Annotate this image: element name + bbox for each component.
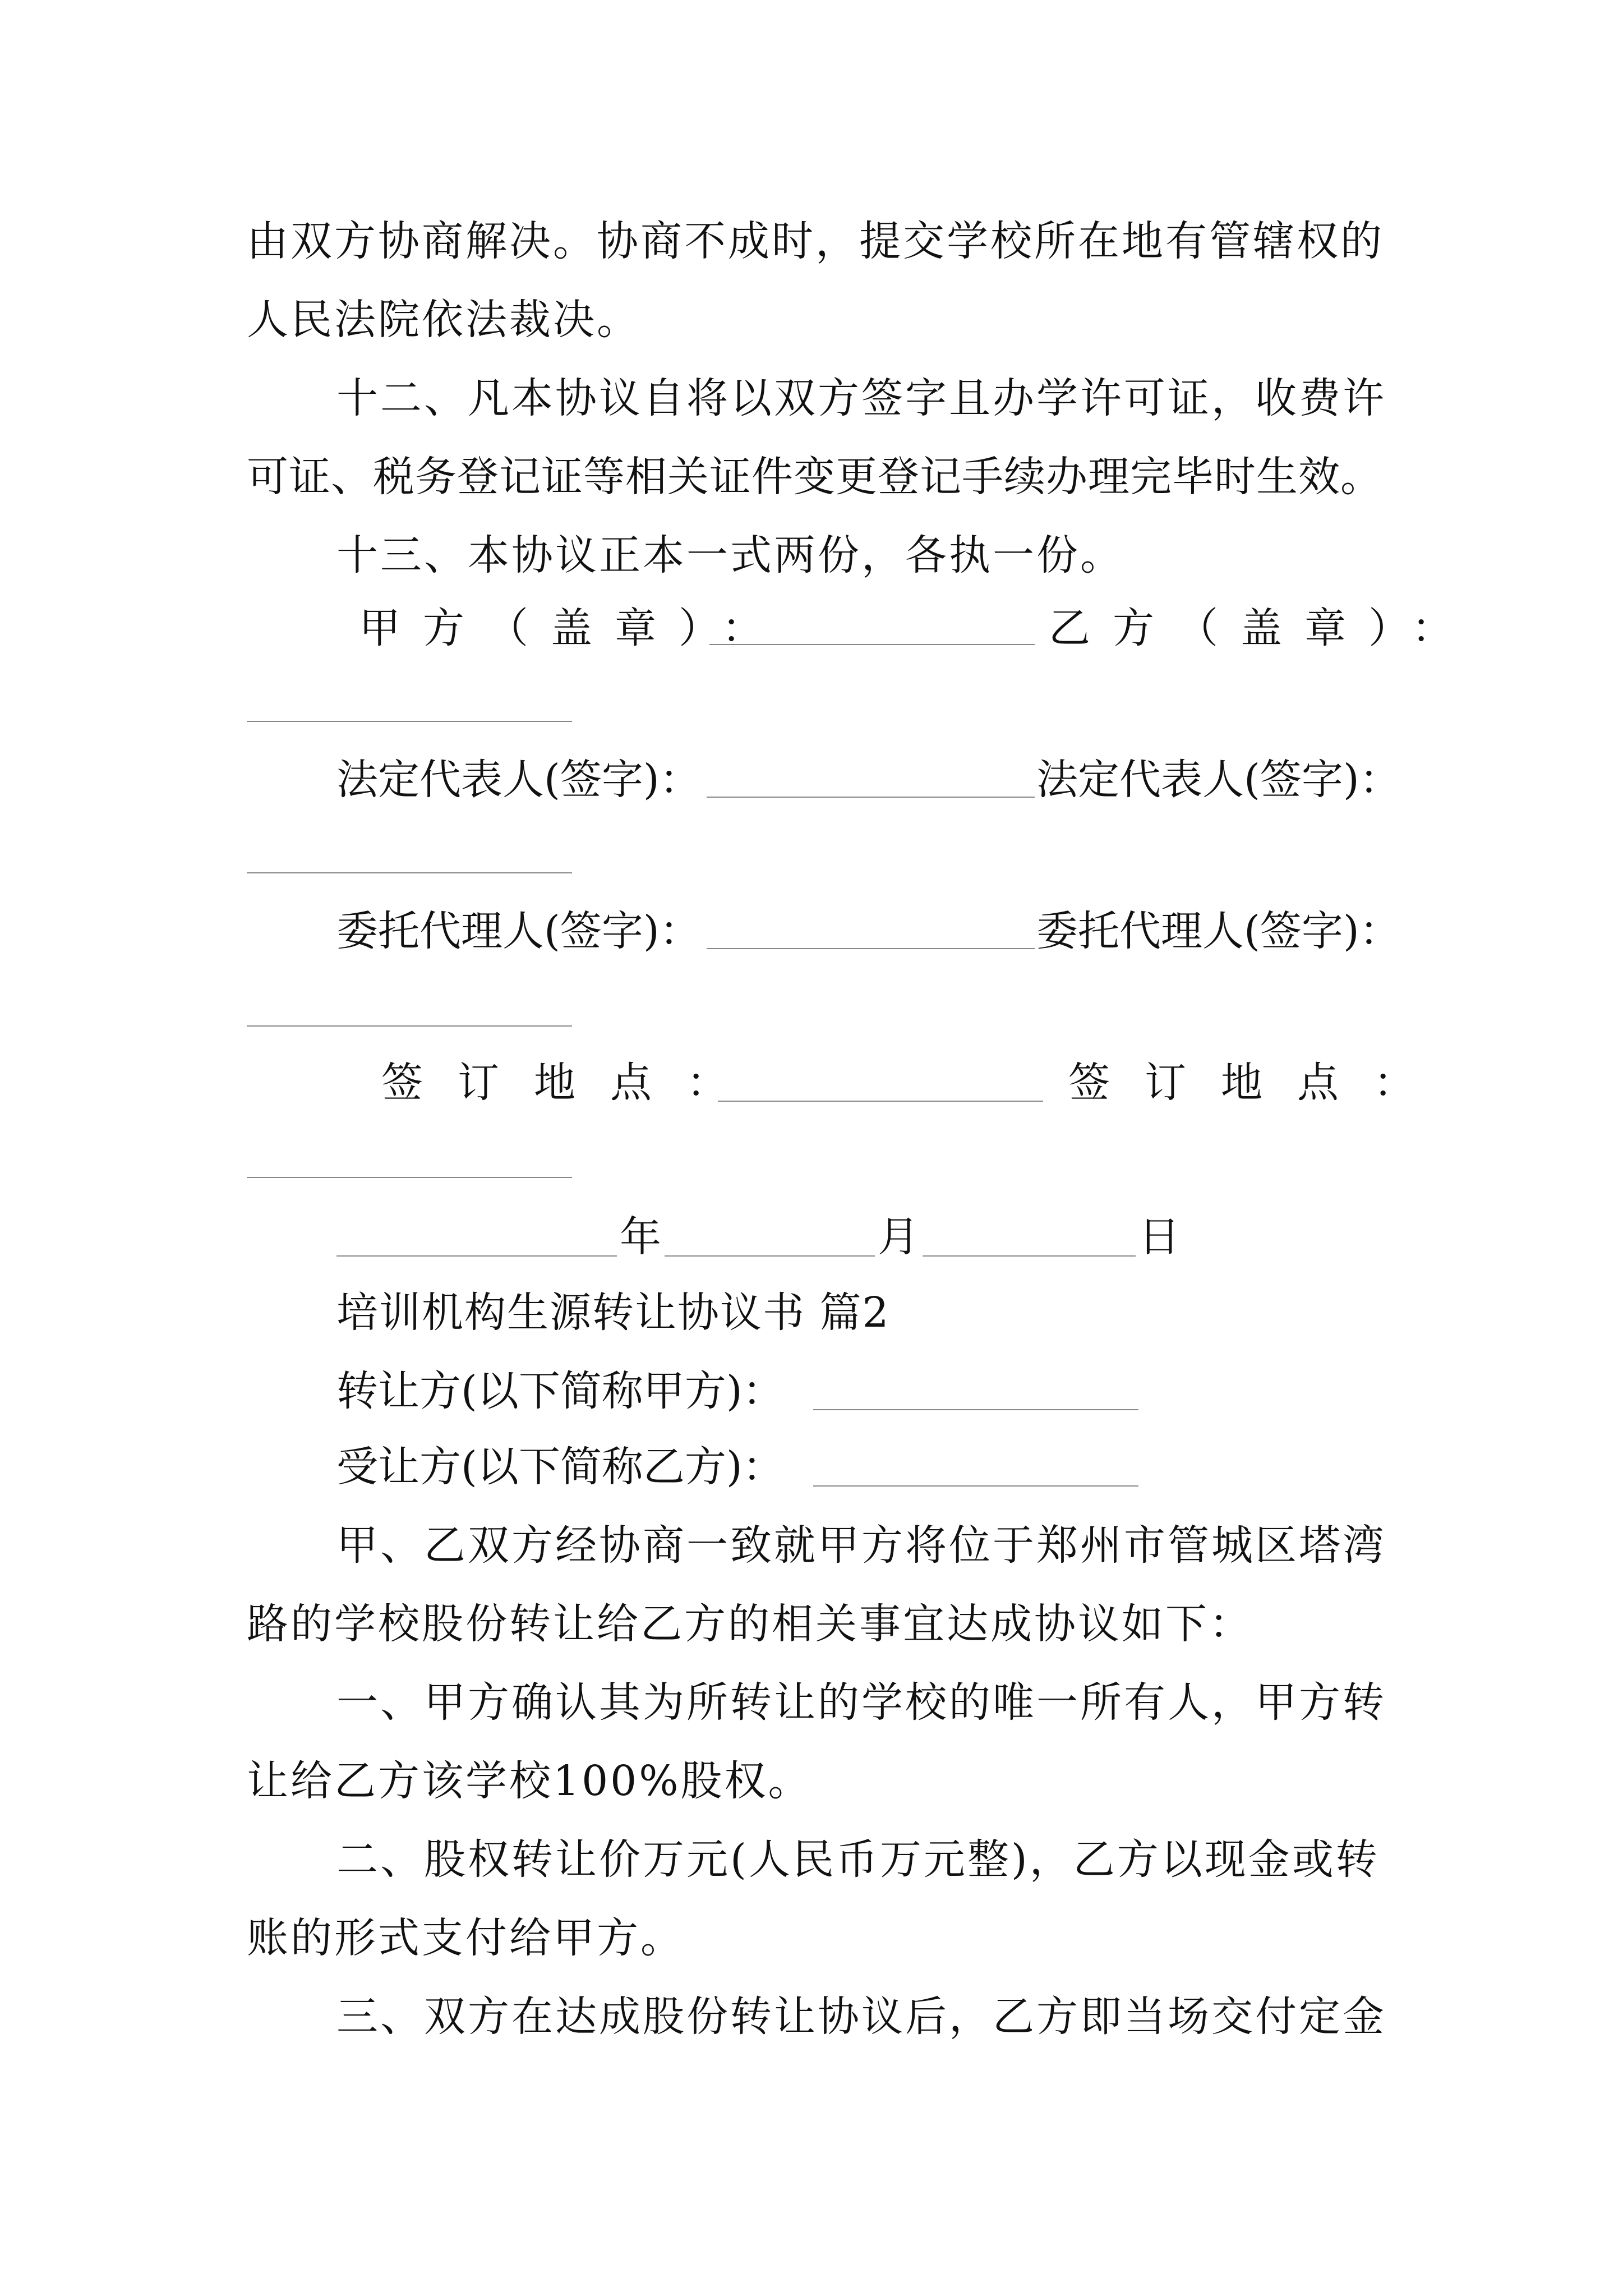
paragraph-line: 甲、乙双方经协商一致就甲方将位于郑州市管城区塔湾 bbox=[336, 1521, 1386, 1570]
paragraph-line: 账的形式支付给甲方。 bbox=[247, 1914, 684, 1962]
blank-line bbox=[707, 948, 1035, 949]
blank-line bbox=[247, 1025, 572, 1027]
sign-label-place-a: 签订地点： bbox=[381, 1059, 763, 1107]
blank-line bbox=[665, 1255, 875, 1257]
paragraph-line: 路的学校股份转让给乙方的相关事宜达成协议如下： bbox=[247, 1600, 1253, 1648]
blank-line bbox=[247, 872, 572, 873]
party-b-label: 受让方(以下简称乙方)： bbox=[336, 1443, 784, 1491]
sign-label-legal-rep-a: 法定代表人(签字)： bbox=[336, 756, 701, 804]
paragraph-line: 三、双方在达成股份转让协议后，乙方即当场交付定金 bbox=[336, 1993, 1386, 2041]
sign-label-agent-a: 委托代理人(签字)： bbox=[336, 907, 701, 955]
blank-line bbox=[923, 1255, 1136, 1257]
party-a-label: 转让方(以下简称甲方)： bbox=[336, 1367, 784, 1415]
blank-line bbox=[247, 721, 572, 722]
paragraph-line: 二、股权转让价万元(人民币万元整)，乙方以现金或转 bbox=[336, 1835, 1380, 1884]
section-title: 培训机构生源转让协议书 篇2 bbox=[336, 1289, 890, 1337]
paragraph-line: 可证、税务登记证等相关证件变更登记手续办理完毕时生效。 bbox=[247, 453, 1382, 501]
blank-line bbox=[813, 1485, 1138, 1487]
blank-line bbox=[336, 1255, 617, 1257]
paragraph-line: 人民法院依法裁决。 bbox=[247, 296, 640, 344]
sign-label-party-a: 甲方（盖章）： bbox=[359, 604, 786, 652]
blank-line bbox=[707, 797, 1035, 798]
paragraph-line: 十三、本协议正本一式两份，各执一份。 bbox=[336, 531, 1124, 579]
paragraph-line: 一、甲方确认其为所转让的学校的唯一所有人，甲方转 bbox=[336, 1678, 1386, 1727]
date-month-label: 月 bbox=[878, 1213, 919, 1261]
sign-label-party-b: 乙方（盖章）： bbox=[1049, 604, 1476, 652]
blank-line bbox=[247, 1177, 572, 1178]
paragraph-line: 由双方协商解决。协商不成时，提交学校所在地有管辖权的 bbox=[247, 217, 1384, 265]
blank-line bbox=[709, 644, 1035, 645]
date-year-label: 年 bbox=[620, 1213, 661, 1261]
sign-label-agent-b: 委托代理人(签字)： bbox=[1036, 907, 1401, 955]
blank-line bbox=[813, 1409, 1138, 1410]
sign-label-place-b: 签订地点： bbox=[1068, 1059, 1450, 1107]
paragraph-line: 十二、凡本协议自将以双方签字且办学许可证，收费许 bbox=[336, 374, 1386, 422]
paragraph-line: 让给乙方该学校100%股权。 bbox=[247, 1757, 812, 1805]
date-day-label: 日 bbox=[1138, 1213, 1180, 1261]
blank-line bbox=[718, 1101, 1043, 1102]
sign-label-legal-rep-b: 法定代表人(签字)： bbox=[1036, 756, 1401, 804]
